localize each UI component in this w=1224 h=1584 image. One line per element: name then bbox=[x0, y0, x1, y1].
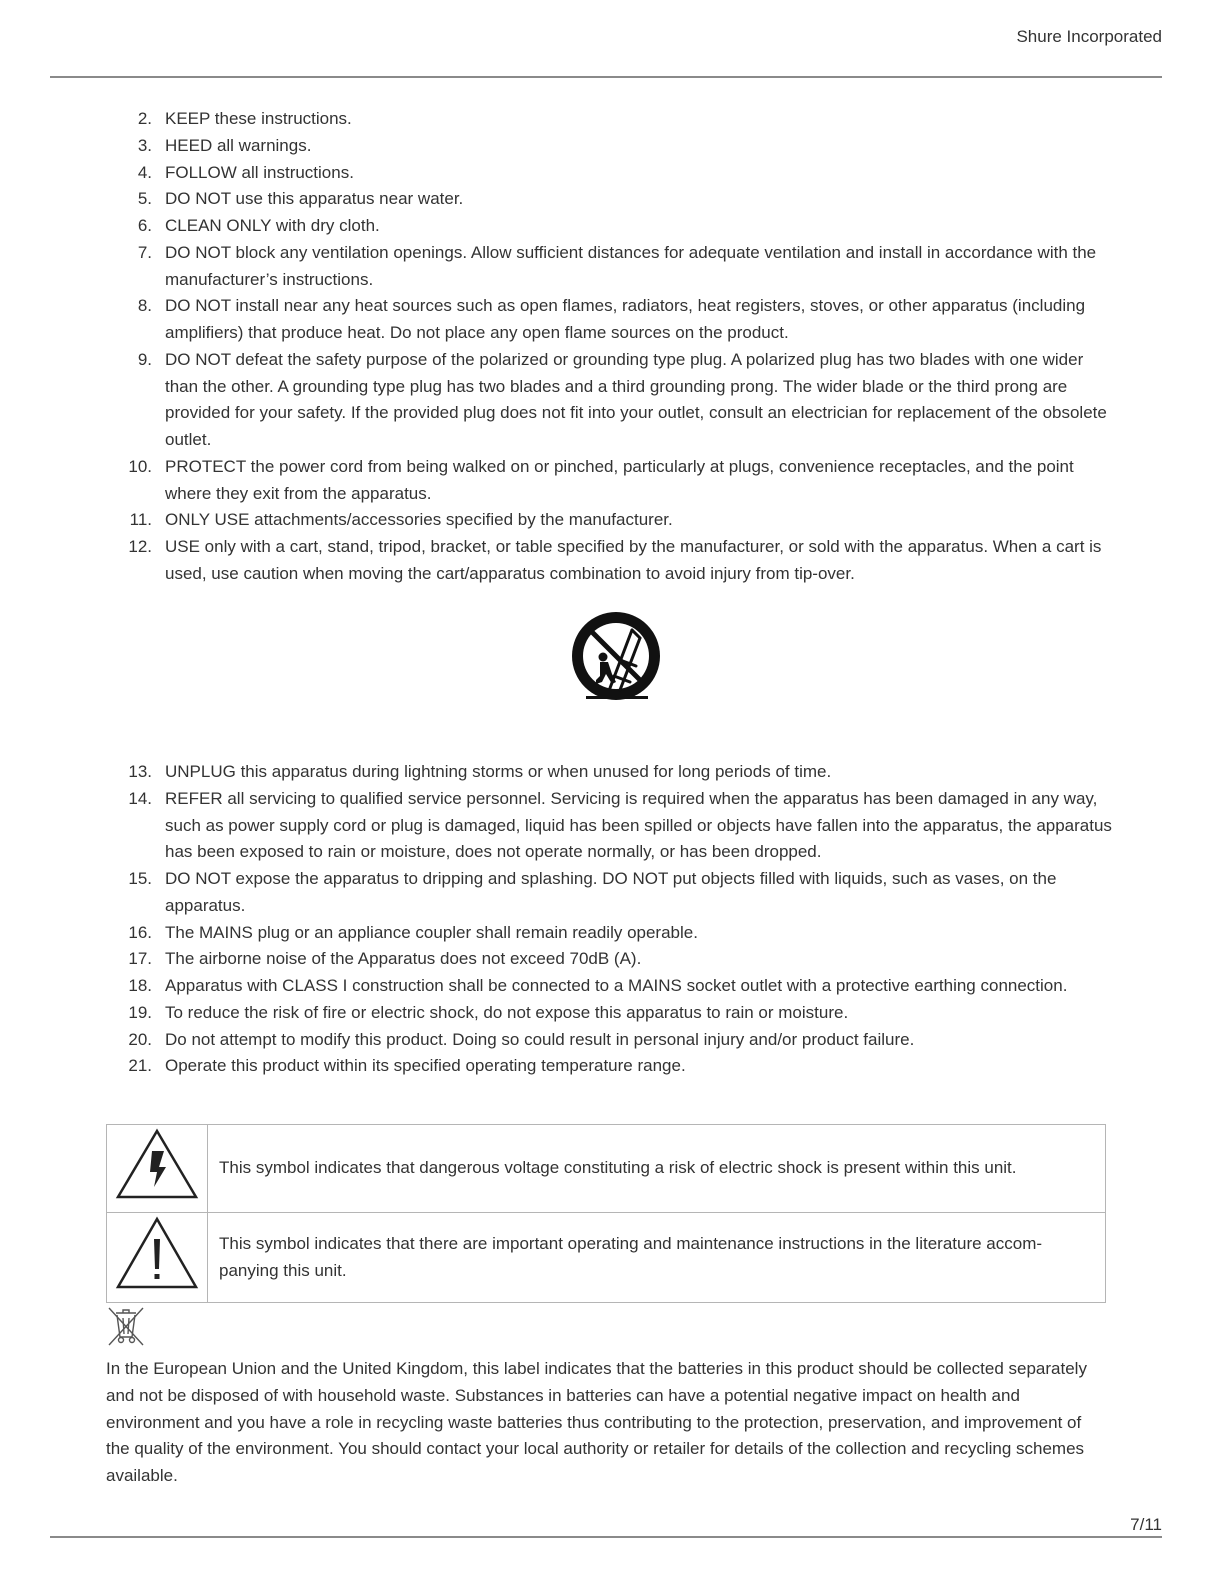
list-item bbox=[0, 507, 1224, 534]
item-text: DO NOT block any ventilation openings. Allow sufficient distances for adequate ventilation and install in accordance with the manufacturer’s instructions. bbox=[165, 242, 1097, 289]
list-item bbox=[0, 186, 1224, 213]
list-item bbox=[0, 1000, 1224, 1027]
item-text: UNPLUG this apparatus during lightning storms or when unused for long periods of time. bbox=[165, 762, 832, 781]
header-divider bbox=[50, 76, 1162, 78]
list-item bbox=[0, 866, 1224, 920]
list-item bbox=[0, 347, 1224, 454]
item-text: To reduce the risk of fire or electric shock, do not expose this apparatus to rain or moisture. bbox=[165, 1002, 849, 1022]
item-number: 12. bbox=[128, 537, 152, 556]
item-text: Do not attempt to modify this product. Doing so could result in personal injury and/or product failure. bbox=[165, 1029, 915, 1049]
item-number: 15. bbox=[128, 869, 152, 888]
list-item bbox=[0, 293, 1224, 347]
safety-symbols-table bbox=[106, 1124, 1106, 1303]
page-number: 7/11 bbox=[1130, 1515, 1162, 1534]
symbol-description: This symbol indicates that dangerous voltage constituting a risk of electric shock is present within this unit. bbox=[208, 1125, 1106, 1213]
item-number: 3. bbox=[137, 135, 152, 155]
item-number: 2. bbox=[137, 109, 152, 128]
item-number: 19. bbox=[128, 1002, 152, 1022]
item-text: FOLLOW all instructions. bbox=[165, 162, 354, 182]
crossed-out-wheelie-bin-icon bbox=[106, 1305, 146, 1347]
item-text: Operate this product within its specified operating temperature range. bbox=[165, 1056, 686, 1076]
item-text: DO NOT defeat the safety purpose of the polarized or grounding type plug. A polarized plug has two blades with one wider than the other. A grounding type plug has two blades and a third grounding prong. The wider blade or the third prong are provided for your safety. If the provided plug does not fit into your outlet, consult an electrician for replacement of the obsolete outlet. bbox=[165, 349, 1107, 449]
list-item bbox=[0, 534, 1224, 588]
symbol-description: This symbol indicates that there are important operating and maintenance instructions in the literature accompanying this unit. bbox=[208, 1213, 1106, 1303]
item-number: 6. bbox=[137, 216, 152, 235]
item-text: PROTECT the power cord from being walked on or pinched, particularly at plugs, convenience receptacles, and the point where they exit from the apparatus. bbox=[165, 456, 1074, 503]
list-item bbox=[0, 133, 1224, 160]
item-number: 17. bbox=[128, 949, 152, 969]
symbol-icon-cell bbox=[107, 1213, 208, 1303]
list-item bbox=[0, 213, 1224, 240]
item-number: 11. bbox=[129, 510, 152, 530]
item-text: HEED all warnings. bbox=[165, 135, 312, 155]
item-text: Apparatus with CLASS I construction shall be connected to a MAINS socket outlet with a protective earthing connection. bbox=[165, 976, 1068, 995]
item-text: The airborne noise of the Apparatus does not exceed 70dB (A). bbox=[165, 949, 642, 969]
item-number: 18. bbox=[128, 976, 152, 995]
page-header-company: Shure Incorporated bbox=[1016, 27, 1162, 46]
item-number: 21. bbox=[128, 1056, 152, 1076]
item-number: 20. bbox=[128, 1029, 152, 1049]
item-text: CLEAN ONLY with dry cloth. bbox=[165, 216, 380, 235]
item-text: KEEP these instructions. bbox=[165, 109, 352, 128]
list-item bbox=[0, 946, 1224, 973]
item-text: DO NOT install near any heat sources such as open flames, radiators, heat registers, stoves, or other apparatus (including amplifiers) that produce heat. Do not place any open flame sources on the product. bbox=[165, 296, 1086, 342]
list-item bbox=[0, 786, 1224, 866]
item-number: 7. bbox=[137, 242, 152, 262]
list-item bbox=[0, 973, 1224, 1000]
cart-tip-over-warning-icon bbox=[570, 610, 664, 704]
item-text: DO NOT expose the apparatus to dripping and splashing. DO NOT put objects filled with liquids, such as vases, on the apparatus. bbox=[165, 869, 1057, 915]
list-item bbox=[0, 759, 1224, 786]
safety-instructions-list-part-2 bbox=[0, 759, 1224, 1080]
caution-exclamation-icon bbox=[114, 1215, 200, 1291]
item-number: 4. bbox=[137, 162, 152, 182]
item-number: 9. bbox=[137, 349, 152, 369]
list-item bbox=[0, 160, 1224, 187]
footer-divider bbox=[50, 1536, 1162, 1538]
item-text: REFER all servicing to qualified service personnel. Servicing is required when the apparatus has been damaged in any way, such as power supply cord or plug is damaged, liquid has been spilled or objects have fallen into the apparatus, the apparatus has been exposed to rain or moisture, does not operate normally, or has been dropped. bbox=[165, 788, 1112, 862]
safety-instructions-list-part-1 bbox=[0, 106, 1224, 588]
list-item bbox=[0, 1053, 1224, 1080]
item-number: 10. bbox=[128, 456, 152, 476]
item-text: USE only with a cart, stand, tripod, bracket, or table specified by the manufacturer, or sold with the apparatus. When a cart is used, use caution when moving the cart/apparatus combination to avoid injury from tip-over. bbox=[165, 537, 1102, 583]
list-item bbox=[0, 920, 1224, 947]
item-number: 13. bbox=[128, 762, 152, 781]
item-text: The MAINS plug or an appliance coupler shall remain readily operable. bbox=[165, 922, 698, 942]
table-row bbox=[107, 1125, 1106, 1213]
item-number: 16. bbox=[128, 922, 152, 942]
list-item bbox=[0, 1027, 1224, 1054]
eu-battery-notice: In the European Union and the United Kingdom, this label indicates that the batteries in this product should be collected separately and not be disposed of with household waste. Substances in batteries can have a potential negative impact on health and environment and you have a role in recycling waste batteries thus contributing to the protection, preservation, and improvement of the quality of the environment. You should contact your local authority or retailer for details of the collection and recycling schemes available. bbox=[106, 1359, 1087, 1485]
symbol-icon-cell bbox=[107, 1125, 208, 1213]
list-item bbox=[0, 454, 1224, 508]
list-item bbox=[0, 106, 1224, 133]
list-item bbox=[0, 240, 1224, 294]
item-text: ONLY USE attachments/accessories specified by the manufacturer. bbox=[165, 510, 673, 530]
item-number: 8. bbox=[137, 296, 152, 316]
electric-shock-warning-icon bbox=[114, 1127, 200, 1201]
item-number: 14. bbox=[128, 788, 152, 808]
item-text: DO NOT use this apparatus near water. bbox=[165, 189, 464, 209]
item-number: 5. bbox=[137, 189, 152, 209]
table-row bbox=[107, 1213, 1106, 1303]
